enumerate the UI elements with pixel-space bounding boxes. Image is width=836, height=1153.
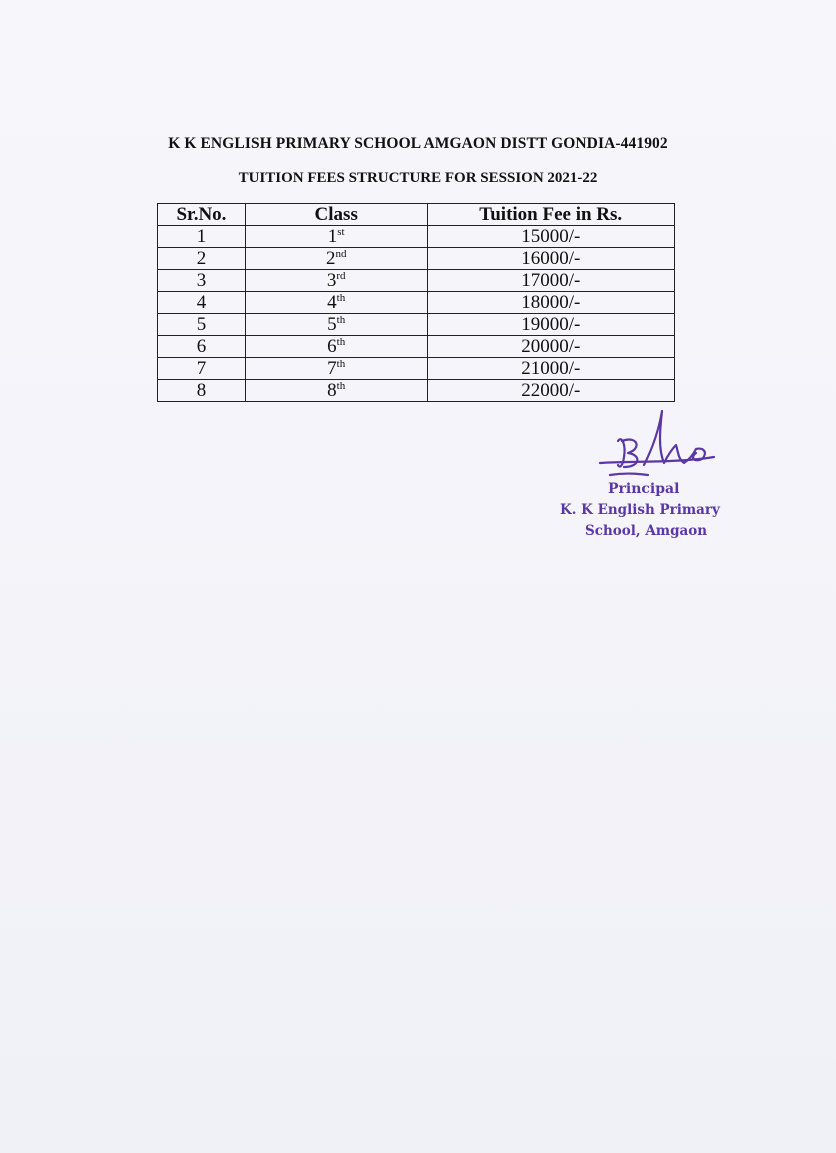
sr-no-cell: 6 (158, 336, 246, 358)
table-row (158, 248, 675, 270)
table-row (158, 380, 675, 402)
fee-structure-title: TUITION FEES STRUCTURE FOR SESSION 2021-22 (238, 170, 598, 186)
class-number: 6 (327, 336, 337, 357)
class-cell (245, 358, 427, 380)
fee-cell: 20000/- (427, 336, 675, 358)
fee-cell: 17000/- (427, 270, 675, 292)
table-row (158, 336, 675, 358)
header-sr-no: Sr.No. (158, 204, 246, 226)
fee-table (157, 203, 675, 402)
fee-cell: 15000/- (427, 226, 675, 248)
table-row (158, 292, 675, 314)
class-suffix: th (336, 358, 346, 370)
class-suffix: rd (336, 270, 346, 282)
header-fee: Tuition Fee in Rs. (427, 204, 675, 226)
class-suffix: th (336, 380, 346, 392)
sr-no-cell: 5 (158, 314, 246, 336)
fee-cell: 18000/- (427, 292, 675, 314)
sr-no-cell: 1 (158, 226, 246, 248)
principal-stamp (548, 405, 738, 555)
class-number: 1 (327, 226, 338, 247)
class-number: 7 (327, 358, 337, 379)
table-header-row (158, 204, 675, 226)
sr-no-cell: 4 (158, 292, 246, 314)
class-cell (245, 226, 427, 248)
sr-no-cell: 3 (158, 270, 246, 292)
class-cell (245, 248, 427, 270)
fee-cell: 22000/- (427, 380, 675, 402)
class-cell (245, 380, 427, 402)
class-suffix: th (336, 336, 346, 348)
fee-cell: 21000/- (427, 358, 675, 380)
class-number: 3 (326, 270, 337, 291)
class-suffix: th (336, 292, 346, 304)
class-cell (245, 270, 427, 292)
table-row (158, 358, 675, 380)
signature (598, 405, 718, 483)
stamp-title: Principal (608, 481, 680, 497)
class-number: 5 (327, 314, 337, 335)
sr-no-cell: 8 (158, 380, 246, 402)
header-class: Class (245, 204, 427, 226)
stamp-school-line2: School, Amgaon (585, 523, 708, 539)
class-cell (245, 336, 427, 358)
class-suffix: st (337, 226, 345, 238)
class-number: 4 (327, 292, 337, 313)
class-suffix: th (336, 314, 346, 326)
class-cell (245, 292, 427, 314)
sr-no-cell: 7 (158, 358, 246, 380)
table-row (158, 314, 675, 336)
stamp-school-line1: K. K English Primary (560, 502, 720, 518)
school-title: K K ENGLISH PRIMARY SCHOOL AMGAON DISTT GONDIA-441902 (168, 135, 668, 152)
fee-cell: 16000/- (427, 248, 675, 270)
class-cell (245, 314, 427, 336)
class-suffix: nd (335, 248, 347, 260)
class-number: 8 (327, 380, 337, 401)
class-number: 2 (325, 248, 336, 269)
fee-cell: 19000/- (427, 314, 675, 336)
table-row (158, 226, 675, 248)
sr-no-cell: 2 (158, 248, 246, 270)
table-row (158, 270, 675, 292)
